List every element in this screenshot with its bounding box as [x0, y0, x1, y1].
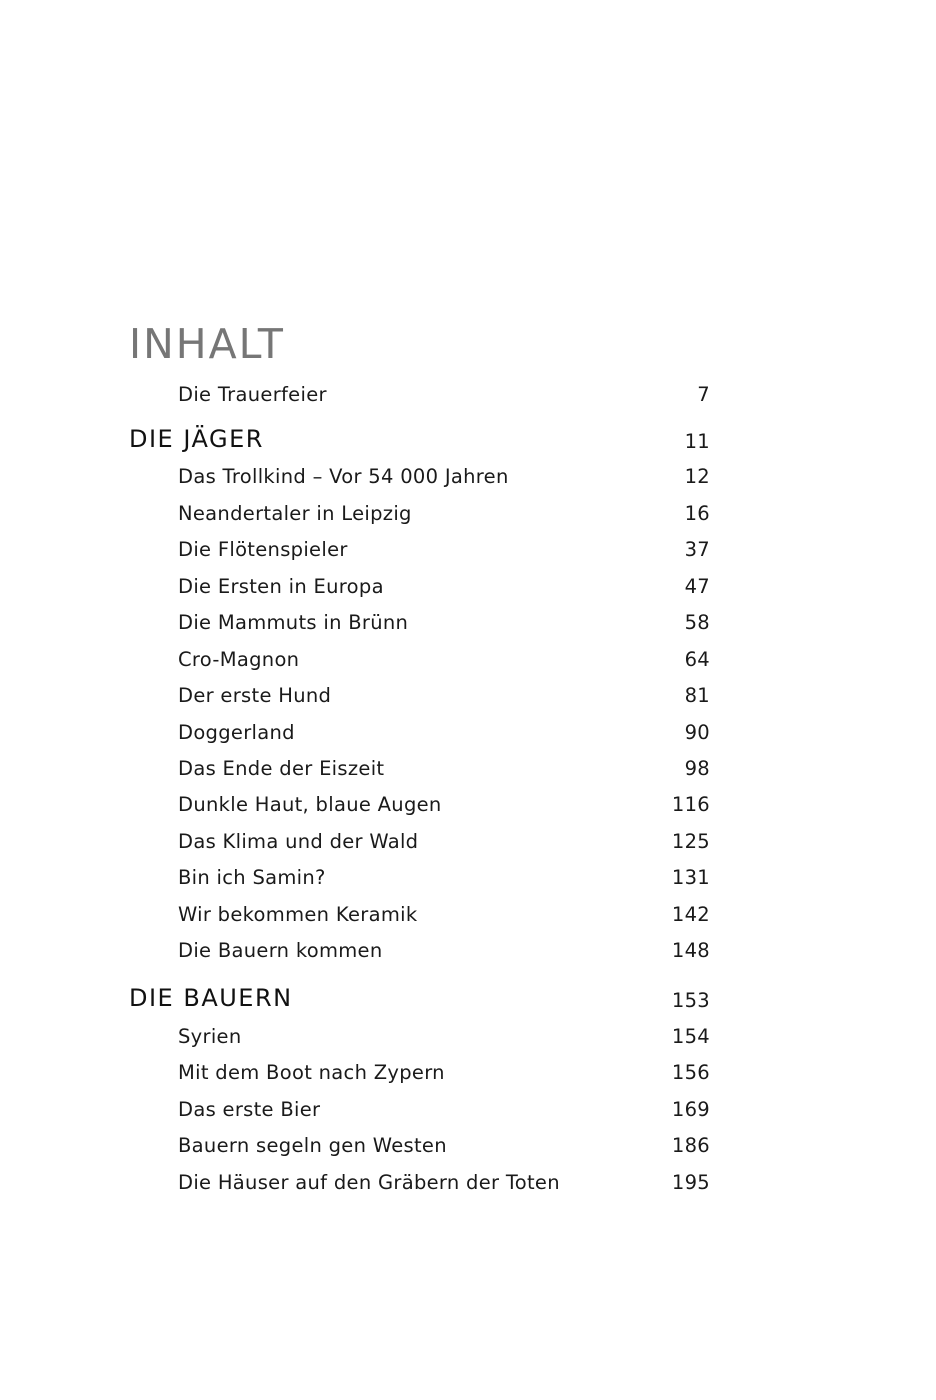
toc-section-page: 153 [671, 988, 710, 1012]
toc-entry-page: 156 [671, 1060, 710, 1084]
toc-entry-page: 58 [684, 610, 710, 634]
toc-entry-page: 90 [684, 720, 710, 744]
toc-entry-page: 195 [671, 1170, 710, 1194]
toc-entry[interactable] [0, 748, 936, 778]
toc-entry[interactable] [0, 374, 936, 404]
toc-entry-page: 169 [671, 1097, 710, 1121]
toc-entry-title: Doggerland [178, 720, 295, 744]
toc-entry[interactable] [0, 784, 936, 814]
toc-section-page: 11 [684, 429, 710, 453]
toc-entry[interactable] [0, 456, 936, 486]
toc-entry-page: 131 [671, 865, 710, 889]
toc-entry[interactable] [0, 602, 936, 632]
toc-entry-title: Bin ich Samin? [178, 865, 326, 889]
toc-entry[interactable] [0, 1089, 936, 1119]
toc-entry-title: Die Flötenspieler [178, 537, 348, 561]
toc-entry[interactable] [0, 821, 936, 851]
toc-entry-page: 12 [684, 464, 710, 488]
toc-entry-page: 64 [684, 647, 710, 671]
toc-entry-title: Wir bekommen Keramik [178, 902, 418, 926]
toc-entry[interactable] [0, 1125, 936, 1155]
toc-entry-title: Die Mammuts in Brünn [178, 610, 409, 634]
toc-entry-page: 154 [671, 1024, 710, 1048]
toc-entry-page: 37 [684, 537, 710, 561]
toc-entry-title: Neandertaler in Leipzig [178, 501, 412, 525]
toc-entry-title: Syrien [178, 1024, 242, 1048]
toc-entry[interactable] [0, 1016, 936, 1046]
toc-entry-title: Cro-Magnon [178, 647, 300, 671]
toc-entry-title: Das Trollkind – Vor 54 000 Jahren [178, 464, 509, 488]
toc-entry[interactable] [0, 639, 936, 669]
toc-section-heading[interactable] [0, 980, 936, 1010]
toc-entry-title: Dunkle Haut, blaue Augen [178, 792, 442, 816]
toc-entry-title: Die Ersten in Europa [178, 574, 384, 598]
toc-entry-page: 7 [697, 382, 710, 406]
toc-section-heading[interactable] [0, 421, 936, 451]
toc-entry[interactable] [0, 894, 936, 924]
toc-entry-page: 116 [671, 792, 710, 816]
toc-entry-page: 81 [684, 683, 710, 707]
toc-entry[interactable] [0, 1052, 936, 1082]
toc-entry-title: Das erste Bier [178, 1097, 321, 1121]
toc-section-title: DIE BAUERN [129, 984, 293, 1012]
toc-entry-title: Die Häuser auf den Gräbern der Toten [178, 1170, 560, 1194]
toc-entry[interactable] [0, 493, 936, 523]
toc-entry-title: Die Bauern kommen [178, 938, 383, 962]
toc-entry[interactable] [0, 1162, 936, 1192]
toc-entry[interactable] [0, 675, 936, 705]
toc-entry-title: Der erste Hund [178, 683, 332, 707]
toc-entry[interactable] [0, 857, 936, 887]
toc-entry-page: 148 [671, 938, 710, 962]
toc-section-title: DIE JÄGER [129, 425, 264, 453]
toc-entry-title: Die Trauerfeier [178, 382, 327, 406]
toc-entry[interactable] [0, 930, 936, 960]
toc-entry-page: 98 [684, 756, 710, 780]
toc-entry-title: Mit dem Boot nach Zypern [178, 1060, 445, 1084]
toc-entry-page: 47 [684, 574, 710, 598]
toc-entry-page: 142 [671, 902, 710, 926]
toc-entry-title: Das Ende der Eiszeit [178, 756, 385, 780]
toc-entry-page: 125 [671, 829, 710, 853]
toc-entry-title: Bauern segeln gen Westen [178, 1133, 447, 1157]
toc-entry-page: 16 [684, 501, 710, 525]
toc-entry[interactable] [0, 566, 936, 596]
toc-entry[interactable] [0, 712, 936, 742]
toc-entry-page: 186 [671, 1133, 710, 1157]
toc-entry-title: Das Klima und der Wald [178, 829, 419, 853]
page-title: INHALT [129, 320, 285, 368]
toc-entry[interactable] [0, 529, 936, 559]
